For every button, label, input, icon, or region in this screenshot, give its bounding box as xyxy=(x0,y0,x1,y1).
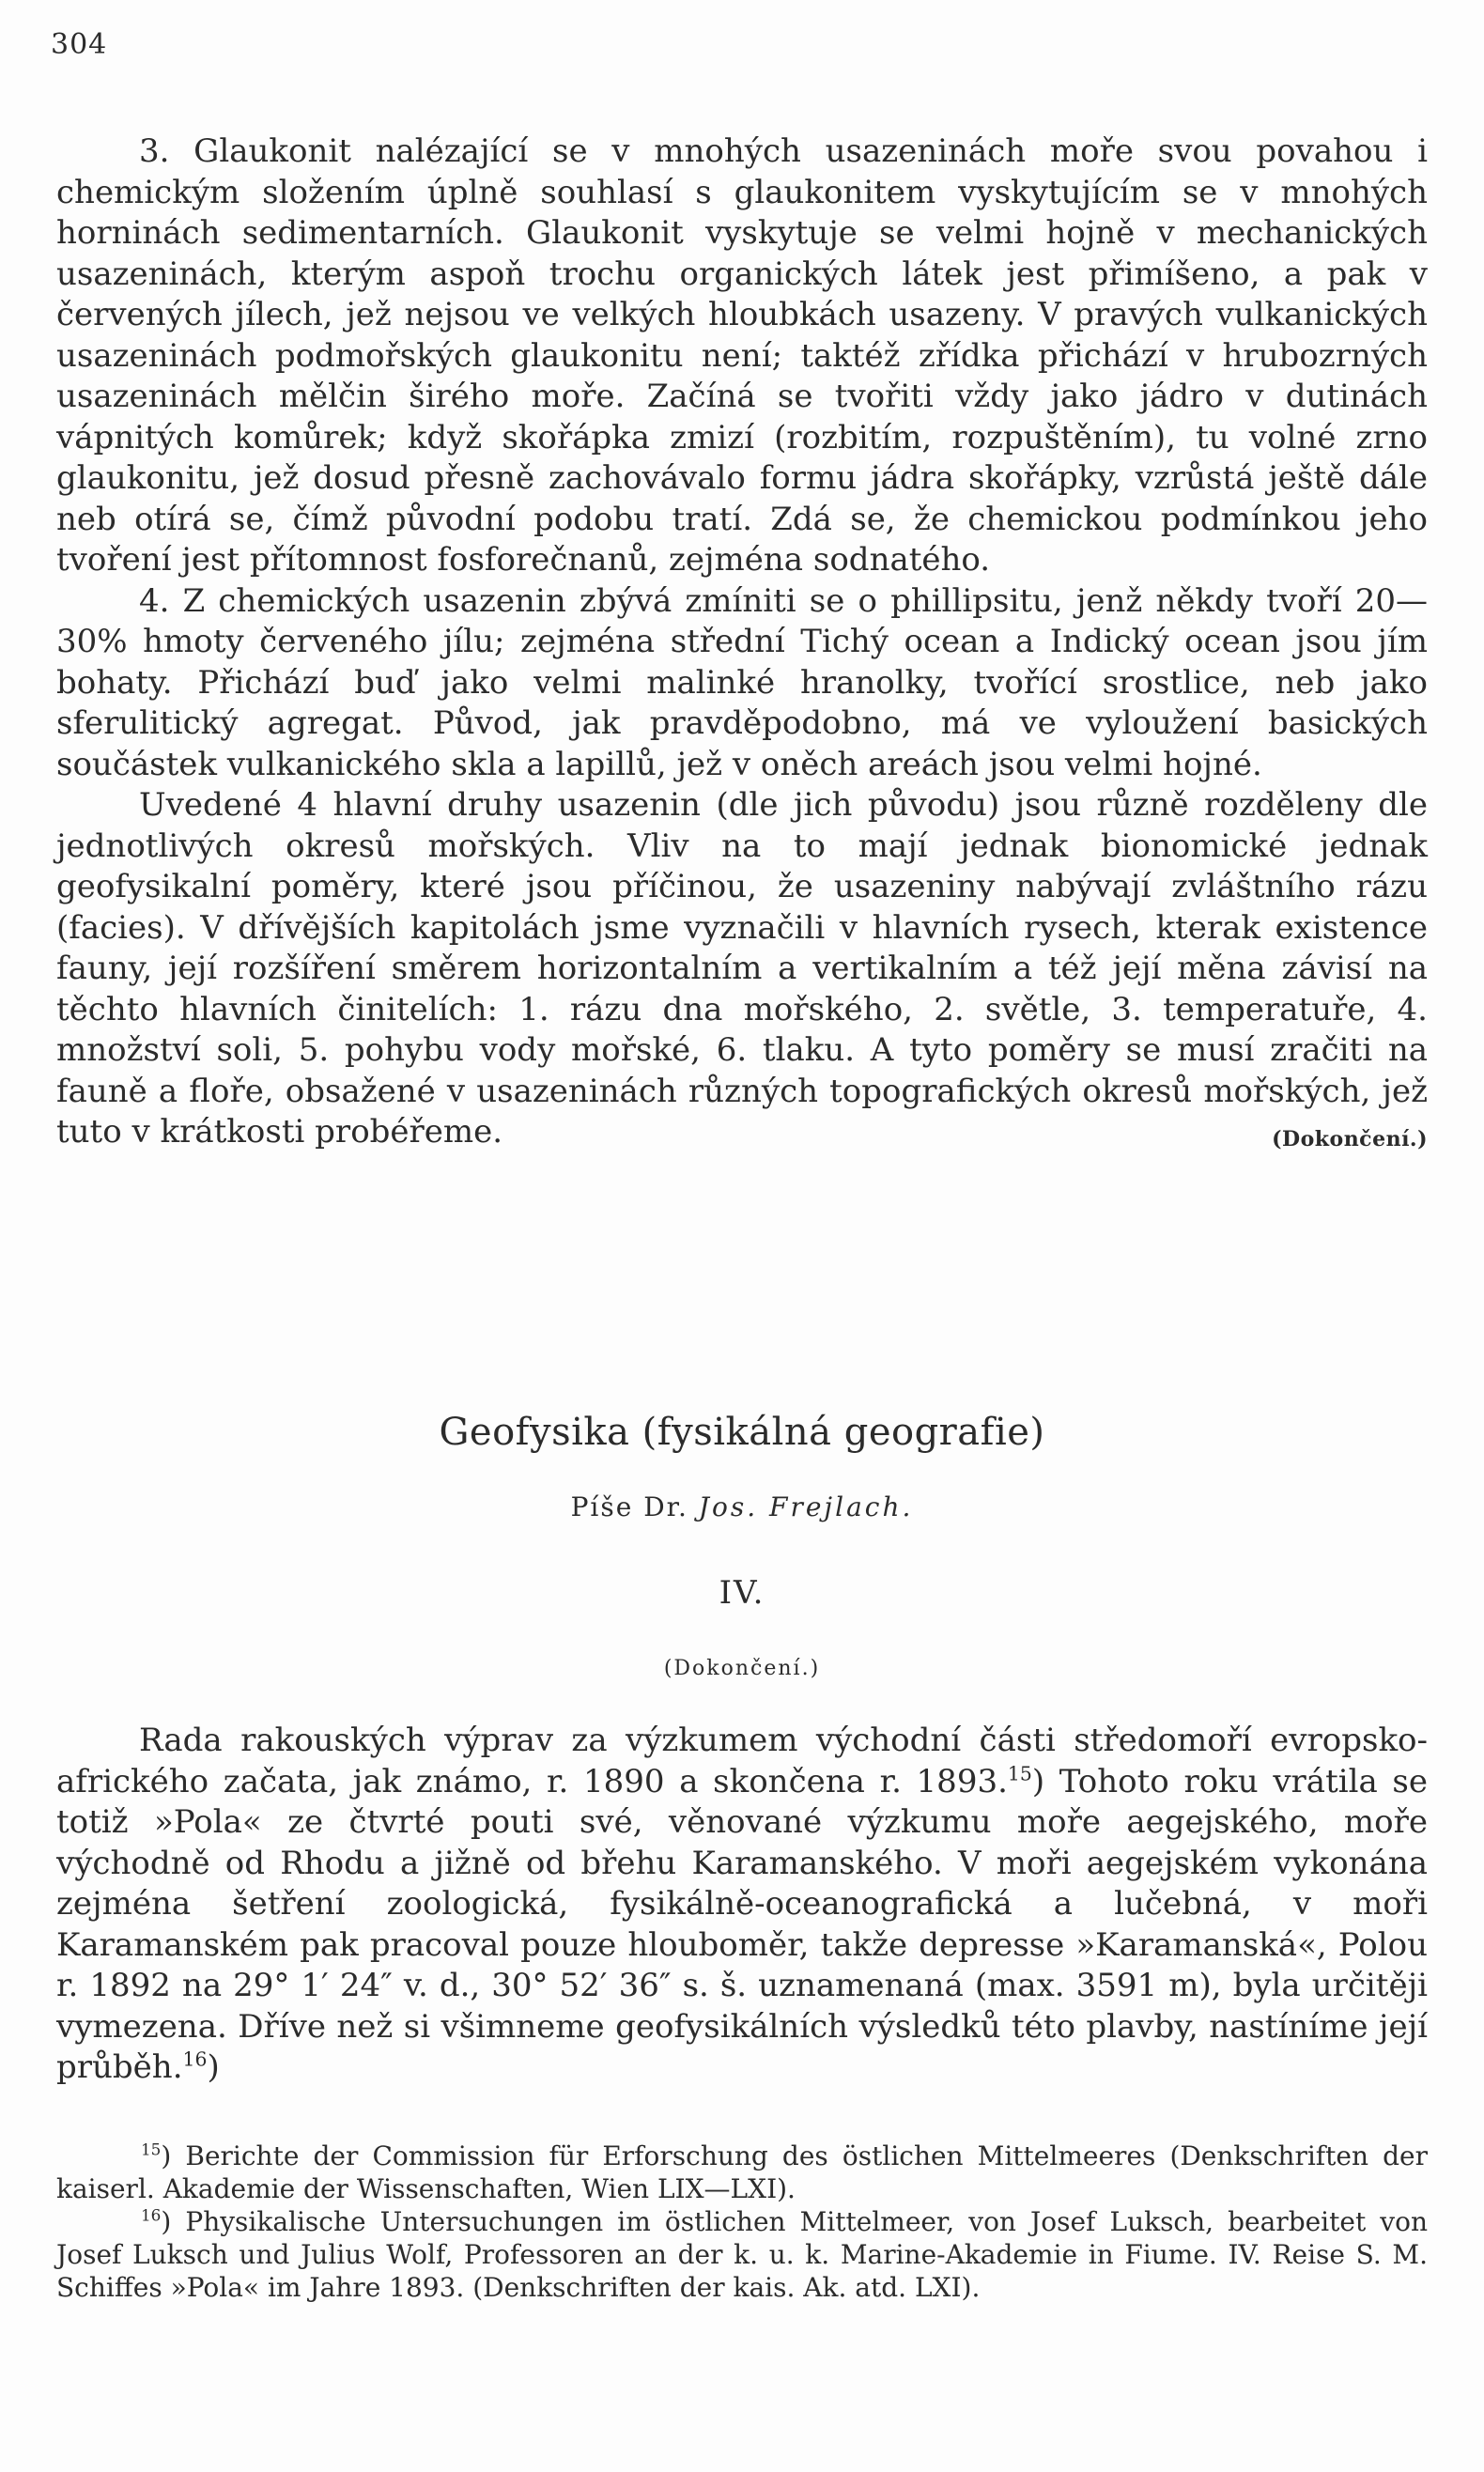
paragraph-usazeniny xyxy=(56,785,1428,1153)
paragraph-vyprava-start: Rada rakouských výprav za výzkumem východní části středomoří evropsko-afrického začata, jak známo, r. 1890 a skončena r. 1893. xyxy=(56,1722,1428,1800)
paragraph-vyprava-mid: ) Tohoto roku vrátila se totiž »Pola« ze čtvrté pouti své, věnované výzkumu moře aegejského, moře východně od Rhodu a jižně od břehu Karamanského. V moři aegejském vykonána zejména šetření zoologická, fysikálně-oceanografická a lučebná, v moři Karamanském pak pracoval pouze hlouboměr, takže depresse »Karamanská«, Polou r. 1892 na 29° 1′ 24″ v. d., 30° 52′ 36″ s. š. uznamenaná (max. 3591 m), byla určitěji vymezena. Dříve než si všimneme geofysikálních výsledků této plavby, nastíníme její průběh. xyxy=(56,1762,1428,2086)
footnotes xyxy=(56,2140,1428,2304)
footnote-15 xyxy=(56,2140,1428,2205)
footnote-mark: 16 xyxy=(141,2205,162,2225)
continuation-note: (Dokončení.) xyxy=(1272,1127,1428,1151)
footnote-text: ) Physikalische Untersuchungen im östlichen Mittelmeer, von Josef Luksch, bearbeitet von Josef Luksch und Julius Wolf, Professoren an der k. u. k. Marine-Akademie in Fiume. IV. Reise S. M. Schiffes »Pola« im Jahre 1893. (Denkschriften der kais. Ak. atd. LXI). xyxy=(56,2206,1428,2303)
footnote-ref-16: 16 xyxy=(182,2047,208,2071)
footnote-text: ) Berichte der Commission für Erforschung des östlichen Mittelmeeres (Denkschriften der kaiserl. Akademie der Wissenschaften, Wien LIX—LXI). xyxy=(56,2140,1428,2204)
part-number: IV. xyxy=(719,1574,765,1612)
byline xyxy=(0,1491,1484,1522)
footnote-16 xyxy=(56,2205,1428,2304)
paragraph-vyprava-end: ) xyxy=(207,2048,220,2086)
page-number: 304 xyxy=(51,28,108,61)
paragraph-phillipsit: 4. Z chemických usazenin zbývá zmíniti se o phillipsitu, jenž někdy tvoří 20—30% hmoty červeného jílu; zejména střední Tichý ocean a Indický ocean jsou jím bohaty. Přichází buď jako velmi malinké hranolky, tvořící srostlice, neb jako sferulitický agregat. Původ, jak pravděpodobno, má ve vyloužení basických součástek vulkanického skla a lapillů, jež v oněch areách jsou velmi hojné. xyxy=(56,581,1428,783)
footnote-ref-15: 15 xyxy=(1007,1762,1032,1785)
paragraph-vyprava xyxy=(56,1721,1428,2089)
top-section xyxy=(56,131,1428,1161)
paragraph-glaukonit: 3. Glaukonit nalézající se v mnohých usazeninách moře svou povahou i chemickým složením úplně souhlasí s glaukonitem vyskytujícím se v mnohých horninách sedimentarních. Glaukonit vyskytuje se velmi hojně v mechanických usazeninách, kterým aspoň trochu organických látek jest přimíšeno, a pak v červených jílech, jež nejsou ve velkých hloubkách usazeny. V pravých vulkanických usazeninách podmořských glaukonitu není; taktéž zřídka přichází v hrubozrných usazeninách mělčin širého moře. Začíná se tvořiti vždy jako jádro v dutinách vápnitých komůrek; když skořápka zmizí (rozbitím, rozpuštěním), tu volné zrno glaukonitu, jež dosud přesně zachovávalo formu jádra skořápky, vzrůstá ještě dále neb otírá se, čímž původní podobu tratí. Zdá se, že chemickou podmínkou jeho tvoření jest přítomnost fosforečnanů, zejména sodnatého. xyxy=(56,132,1428,579)
footnote-mark: 15 xyxy=(141,2140,162,2159)
byline-prefix: Píše Dr. xyxy=(570,1491,688,1522)
subtitle-note: (Dokončení.) xyxy=(663,1657,821,1680)
article-title: Geofysika (fysikálná geografie) xyxy=(439,1411,1045,1454)
article-body xyxy=(56,1721,1428,2089)
paragraph-usazeniny-text: Uvedené 4 hlavní druhy usazenin (dle jich původu) jsou různě rozděleny dle jednotlivých okresů mořských. Vliv na to mají jednak bionomické jednak geofysikalní poměry, které jsou příčinou, že usazeniny nabývají zvláštního rázu (facies). V dřívějších kapitolách jsme vyznačili v hlavních rysech, kterak existence fauny, její rozšíření směrem horizontalním a vertikalním a též její měna závisí na těchto hlavních činitelích: 1. rázu dna mořského, 2. světle, 3. temperatuře, 4. množství soli, 5. pohybu vody mořské, 6. tlaku. A tyto poměry se musí zračiti na fauně a floře, obsažené v usazeninách různých topografických okresů mořských, jež tuto v krátkosti probéřeme. xyxy=(56,786,1428,1151)
byline-author: Jos. Frejlach. xyxy=(698,1491,914,1522)
